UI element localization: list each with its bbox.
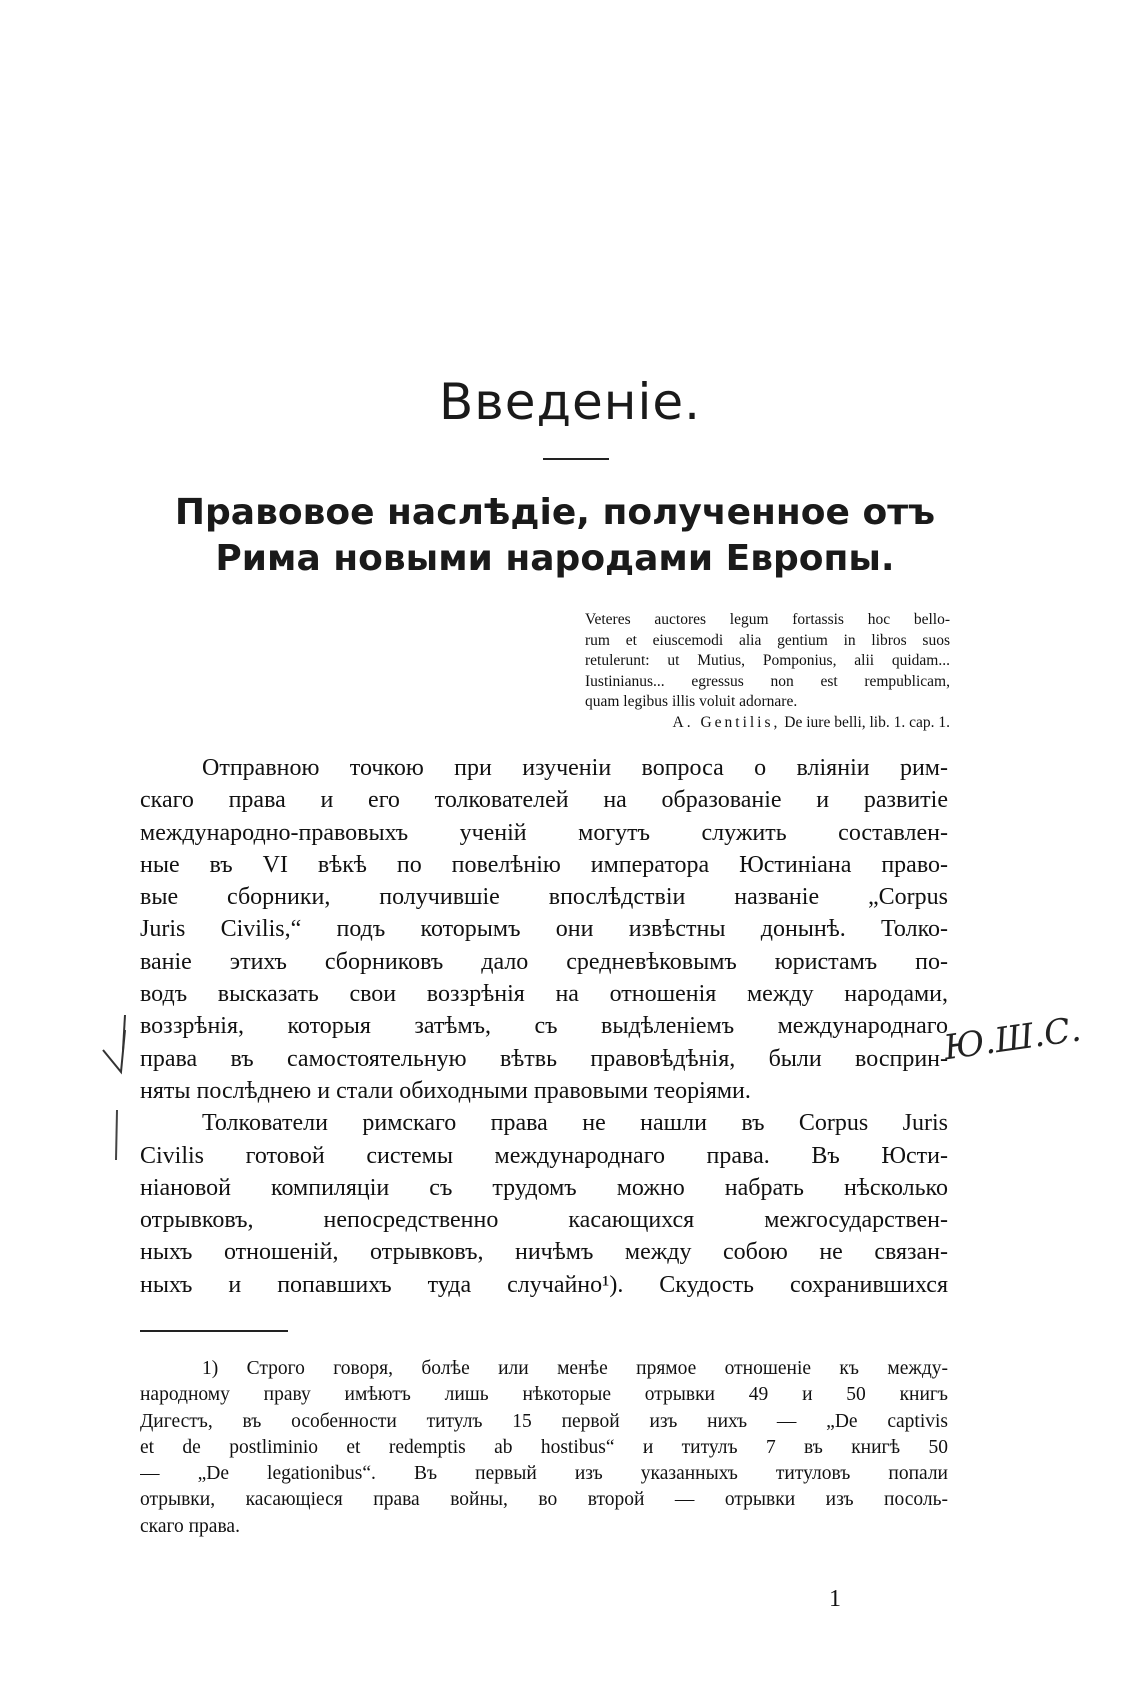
chapter-title: Введенiе. bbox=[438, 373, 702, 431]
epigraph-source-author: A. Gentilis, bbox=[672, 713, 781, 731]
body-line: Civilis готовой системы международнаго права. Въ Юсти- bbox=[140, 1142, 948, 1169]
epigraph-line: quam legibus illis voluit adornare. bbox=[585, 693, 798, 711]
body-line: ные въ VI вѣкѣ по повелѣнiю императора Юстинiана право- bbox=[140, 851, 948, 878]
footnote-rule bbox=[140, 1330, 288, 1332]
body-line: няты послѣднею и стали обиходными правовыми теорiями. bbox=[140, 1077, 751, 1104]
epigraph-line: retulerunt: ut Mutius, Pomponius, alii quidam... bbox=[585, 652, 950, 670]
body-line: скаго права и его толкователей на образованiе и развитiе bbox=[140, 787, 948, 814]
epigraph-source bbox=[585, 713, 950, 734]
body-line: вые сборники, получившiе впослѣдствiи названiе „Corpus bbox=[140, 884, 948, 911]
epigraph-source-ref: De iure belli, lib. 1. cap. 1. bbox=[784, 713, 950, 731]
footnote-line: Дигестъ, въ особенности титулъ 15 первой изъ нихъ — „De captivis bbox=[140, 1410, 948, 1432]
handwritten-note: Ю.Ш.С. bbox=[941, 1009, 1084, 1069]
section-title-line: Рима новыми народами Европы. bbox=[215, 538, 895, 579]
body-text bbox=[140, 752, 948, 1301]
epigraph bbox=[585, 610, 950, 734]
epigraph-line: rum et eiuscemodi alia gentium in libros suos bbox=[585, 631, 950, 649]
footnote-line: скаго права. bbox=[140, 1515, 240, 1537]
body-line: отрывковъ, непосредственно касающихся межгосударствен- bbox=[140, 1207, 948, 1234]
footnote-line: 1) Строго говоря, болѣе или менѣе прямое отношенiе къ между- bbox=[202, 1358, 948, 1379]
footnote-line: народному праву имѣютъ лишь нѣкоторые отрывки 49 и 50 книгъ bbox=[140, 1384, 948, 1406]
body-line: нiановой компиляцiи съ трудомъ можно набрать нѣсколько bbox=[140, 1174, 948, 1201]
body-line: международно-правовыхъ ученiй могутъ служить составлен- bbox=[140, 819, 948, 846]
body-line: ванiе этихъ сборниковъ дало средневѣковымъ юристамъ по- bbox=[140, 948, 948, 975]
epigraph-line: Veteres auctores legum fortassis hoc bello- bbox=[585, 611, 950, 628]
body-line: права въ самостоятельную вѣтвь правовѣдѣнiя, были восприн- bbox=[140, 1045, 948, 1072]
footnote-line: — „De legationibus“. Въ первый изъ указанныхъ титуловъ попали bbox=[140, 1463, 948, 1485]
section-title bbox=[150, 490, 960, 582]
section-title-line: Правовое наслѣдiе, полученное отъ bbox=[174, 492, 936, 533]
body-line: Juris Civilis,“ подъ которымъ они извѣстны донынѣ. Толко- bbox=[140, 916, 948, 943]
body-line: воззрѣнiя, которыя затѣмъ, съ выдѣленiемъ международнаго bbox=[140, 1013, 948, 1040]
title-rule bbox=[543, 458, 609, 460]
epigraph-line: Iustinianus... egressus non est rempublicam, bbox=[585, 672, 950, 690]
margin-pencil-marks bbox=[95, 1010, 145, 1200]
body-line: водъ высказать свои воззрѣнiя на отношенiя между народами, bbox=[140, 981, 948, 1008]
page-number: 1 bbox=[829, 1586, 841, 1612]
footnote-line: et de postliminio et redemptis ab hostibus“ и титулъ 7 въ книгѣ 50 bbox=[140, 1436, 948, 1458]
footnote bbox=[140, 1356, 948, 1540]
body-line: Отправною точкою при изученiи вопроса о влiянiи рим- bbox=[202, 755, 948, 781]
body-line: ныхъ и попавшихъ туда случайно¹). Скудость сохранившихся bbox=[140, 1271, 948, 1298]
footnote-line: отрывки, касающiеся права войны, во второй — отрывки изъ посоль- bbox=[140, 1489, 948, 1511]
body-line: Толкователи римскаго права не нашли въ Corpus Juris bbox=[202, 1110, 948, 1137]
body-line: ныхъ отношенiй, отрывковъ, ничѣмъ между собою не связан- bbox=[140, 1239, 948, 1266]
